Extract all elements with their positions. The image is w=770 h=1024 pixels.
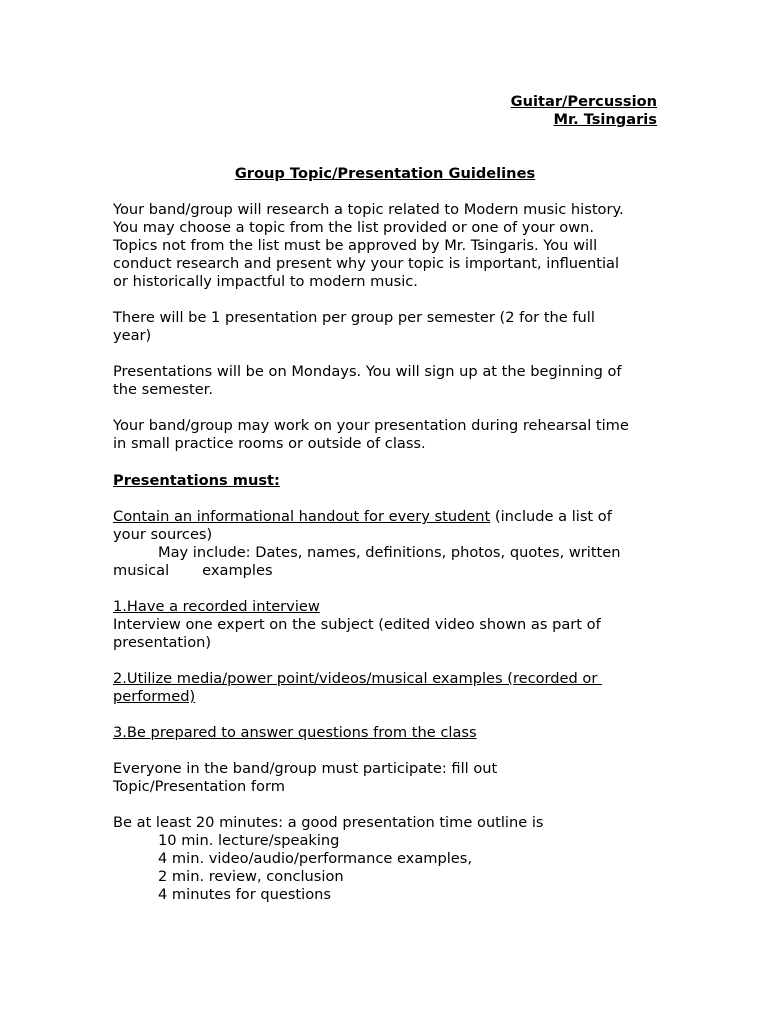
intro-line: Topics not from the list must be approved by Mr. Tsingaris. You will: [113, 237, 598, 254]
document-header: [511, 93, 657, 129]
work-line: Your band/group may work on your presentation during rehearsal time: [113, 417, 629, 434]
work-paragraph: [113, 417, 658, 453]
handout-musical: musical: [113, 562, 170, 579]
participation-line: Everyone in the band/group must participate: fill out: [113, 760, 498, 777]
handout-requirement: [113, 508, 658, 580]
handout-sources: your sources): [113, 526, 213, 543]
handout-note: (include a list of: [490, 508, 612, 525]
handout-examples: examples: [202, 562, 273, 579]
must-heading: Presentations must:: [113, 472, 280, 489]
outline-item: 4 min. video/audio/performance examples,: [158, 850, 473, 867]
duration-lead: Be at least 20 minutes: a good presentation time outline is: [113, 814, 544, 831]
teacher-name: Mr. Tsingaris: [553, 111, 657, 128]
intro-line: Your band/group will research a topic related to Modern music history.: [113, 201, 624, 218]
media-line: performed): [113, 688, 196, 705]
frequency-line: year): [113, 327, 152, 344]
frequency-line: There will be 1 presentation per group per semester (2 for the full: [113, 309, 595, 326]
participation-paragraph: [113, 760, 658, 796]
duration-paragraph: [113, 814, 658, 904]
schedule-paragraph: [113, 363, 658, 399]
intro-line: or historically impactful to modern music.: [113, 273, 418, 290]
schedule-line: Presentations will be on Mondays. You will sign up at the beginning of: [113, 363, 622, 380]
interview-line: Interview one expert on the subject (edited video shown as part of: [113, 616, 601, 633]
media-line: 2.Utilize media/power point/videos/musical examples (recorded or: [113, 670, 603, 687]
intro-line: conduct research and present why your topic is important, influential: [113, 255, 620, 272]
outline-item: 2 min. review, conclusion: [158, 868, 344, 885]
course-name: Guitar/Percussion: [510, 93, 657, 110]
work-line: in small practice rooms or outside of class.: [113, 435, 426, 452]
interview-requirement: [113, 598, 658, 652]
questions-heading: 3.Be prepared to answer questions from the class: [113, 724, 477, 741]
document-title: Group Topic/Presentation Guidelines: [234, 165, 536, 182]
frequency-paragraph: [113, 309, 658, 345]
questions-requirement: [113, 724, 658, 742]
intro-line: You may choose a topic from the list provided or one of your own.: [113, 219, 595, 236]
outline-item: 4 minutes for questions: [158, 886, 331, 903]
handout-include: May include: Dates, names, definitions, photos, quotes, written: [158, 544, 621, 561]
outline-item: 10 min. lecture/speaking: [158, 832, 340, 849]
schedule-line: the semester.: [113, 381, 213, 398]
handout-heading: Contain an informational handout for every student: [113, 508, 491, 525]
participation-line: Topic/Presentation form: [113, 778, 285, 795]
interview-line: presentation): [113, 634, 212, 651]
interview-heading: 1.Have a recorded interview: [113, 598, 320, 615]
media-requirement: [113, 670, 658, 706]
intro-paragraph: [113, 201, 658, 291]
